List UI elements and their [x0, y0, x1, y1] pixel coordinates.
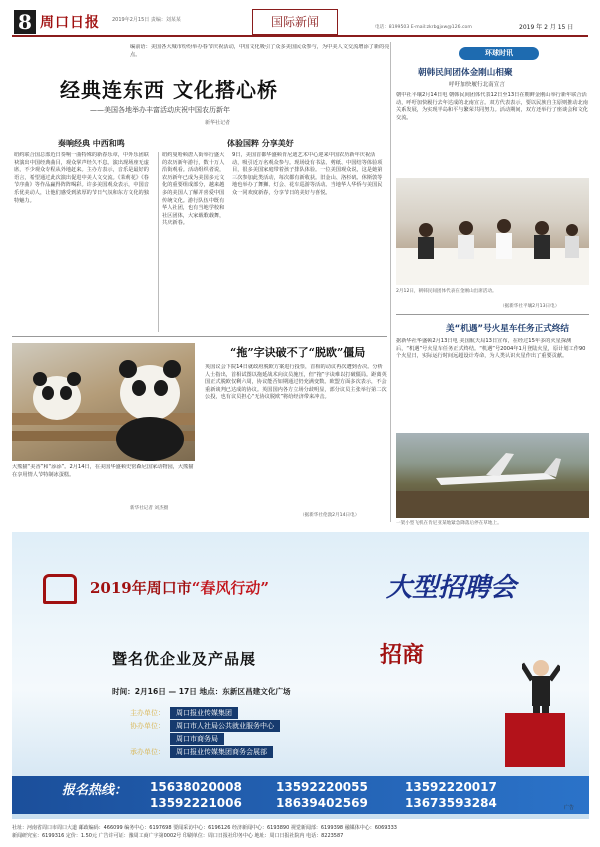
- ad-logo-icon: [43, 574, 77, 604]
- page-number: 8: [14, 10, 36, 34]
- global-news-badge: 环球时讯: [459, 47, 539, 60]
- panda-credit: 新华社记者 刘杰摄: [130, 506, 169, 511]
- ad-title-prefix: 2019年周口市: [90, 579, 192, 597]
- mid-subheading: 体验国粹 分享美好: [227, 139, 294, 148]
- organizer-row: 承办单位： 周口报业传媒集团商务会展部: [130, 746, 280, 758]
- feature-mid-text: 9日，美国首都华盛顿肯尼迪艺术中心迎来中国农历新年庆祝活动，吸引近万名观众参与。现场设有书法、剪纸、中国结等体验项目，很多美国家庭带着孩子排队体验。一位美国观众说，这是她第三次参加此类活动，每次都有新收获。旧金山、洛杉矶、休斯敦等地也举办了舞狮、灯会、花车巡游等活动。当地华人华侨与美国民众一同欢度新春，分享节日的美好与喜悦。: [232, 152, 383, 196]
- phone-number: 18639402569: [276, 796, 368, 810]
- ad-title-big: 大型招聘会: [386, 573, 517, 603]
- header-rule: [12, 35, 588, 37]
- ad-organizers: [130, 707, 280, 758]
- feature-lead: 编前语：美国各大城市纷纷举办春节庆祝活动，中国文化吸引了众多美国民众参与，为中美人文交流增添了新的亮点。: [130, 44, 390, 58]
- story1-photo-caption: 2月12日，朝韩民间团体代表在金刚山出席活动。: [396, 289, 497, 294]
- feature-byline: 新华社记者: [205, 120, 231, 126]
- ad-subtitle: 暨名优企业及产品展: [112, 650, 257, 668]
- story1-source: （据新华社平壤2月13日电）: [500, 304, 560, 309]
- section-rule: [12, 336, 387, 337]
- column-rule: [390, 42, 391, 522]
- story1-text: 朝中社平壤2月14日电 朝韩民间团体代表12日至13日在朝鲜金刚山举行新年联合活动，呼吁加快履行去年达成的北南宣言。双方代表表示，要以民族自主原则推动北南关系发展，为实现半岛和平与繁荣共同努力。活动期间，双方还举行了座谈会和文化交流。: [396, 92, 588, 121]
- column-rule: [158, 152, 159, 332]
- footer-line: 社址：河南省周口市周口大道 邮政编码：466099 编务中心：6197698 要闻采访中心：6196126 经济新闻中心：6193890 视觉新闻部：6199398 融媒体中心：6069333: [12, 825, 397, 831]
- organizer-row: 协办单位： 周口市人社局公共就业服务中心: [130, 720, 280, 732]
- ad-time-place: 时间：2月16日 — 17日 地点：东新区昌建文化广场: [112, 687, 291, 696]
- panda-caption: 大熊猫“美香”和“添添”。2月14日，在美国华盛顿史密森尼国家动物园，大熊猫在享用情人节特制冰蛋糕。: [12, 464, 194, 478]
- story2-title: 美“机遇”号火星车任务正式终结: [446, 324, 570, 334]
- section-rule: [396, 314, 589, 315]
- essay-text: 英国议会下院14日就政府脱欧方案进行投票，首相的动议再次遭到否决。分析人士指出，首相试图以拖延战术向议员施压，但“拖”字诀难以打破僵局。距离英国正式脱欧仅剩六周，协议能否如期通过仍充满变数。欧盟方面多次表示，不会重新谈判已达成的协议。英国国内各方立场分歧明显，部分议员主张举行第二次公投，也有议员担心“无协议脱欧”将给经济带来冲击。: [205, 364, 387, 401]
- phone-number: 13592221006: [150, 796, 242, 810]
- feature-left-text: 纽约联合国总部近日奏响一曲特殊的新春乐章，中外乐团联袂演出中国经典曲目，观众掌声经久不息。演出现场座无虚席，不少观众专程从外地赶来。主办方表示，音乐是最好的语言，希望通过此次演出促进中美人文交流。《茉莉花》《春节序曲》等作品赢得阵阵喝彩。许多美国观众表示，中国音乐优美动人，让他们感受到浓厚的节日气氛和东方文化的独特魅力。: [14, 152, 149, 204]
- feature-subtitle: ——美国各地举办丰富活动庆祝中国农历新年: [90, 106, 230, 114]
- footer-line: 新闻研究室：6199316 定价：1.50元 广告许可证：豫周工商广字第0002号 印刷单位：周口日报社印务中心 地址：周口日报社院内 电话：8223587: [12, 833, 344, 839]
- ad-label: 广告: [564, 805, 575, 811]
- left-subheading: 奏响经典 中西和鸣: [58, 139, 125, 148]
- panda-illustration: [12, 343, 195, 461]
- story2-photo-caption: 一架小型飞机在肯尼亚某地紧急降落后停在草地上。: [396, 521, 502, 526]
- ad-title: [90, 577, 269, 598]
- header-contact: 电话：8199503 E-mail:zkrbgjxw@126.com: [375, 25, 472, 30]
- phone-number: 15638020008: [150, 780, 242, 794]
- plane-photo: [396, 433, 589, 518]
- story2-text: 据新华社华盛顿2月13日电 美国航天局13日宣布，在经过15年多的火星探测后，“机遇”号火星车任务正式终结。“机遇”号2004年1月登陆火星，原计划工作90个火星日，实际运行时间远超设计寿命，为人类认识火星作出了重要贡献。: [396, 338, 586, 360]
- paper-logo: 周口日报: [40, 15, 100, 31]
- crowd-illustration: [396, 178, 589, 285]
- section-title: 国际新闻: [252, 9, 338, 35]
- footer: [12, 824, 589, 840]
- organizer-row: 主办单位： 周口报业传媒集团: [130, 707, 280, 719]
- businessman-icon: [522, 658, 560, 768]
- essay-title: “拖”字诀破不了“脱欧”僵局: [230, 346, 366, 359]
- feature-right-text: 纽约曼哈顿唐人街举行盛大的农历新年游行，数十万人沿街观看。活动组织者说，农历新年已成为美国多元文化的重要组成部分，越来越多的美国人了解并喜爱中国传统文化。游行队伍中既有华人社团，也有当地学校和社区团体，大家载歌载舞，共庆新春。: [162, 152, 225, 227]
- hotline-label: 报名热线：: [62, 783, 128, 798]
- feature-title: 经典连东西 文化搭心桥: [60, 78, 278, 102]
- wedding-photo: [396, 178, 589, 285]
- story1-subtitle: 呼吁加快履行北南宣言: [449, 82, 505, 88]
- issue-date: 2019 年 2 月 15 日: [519, 24, 574, 31]
- phone-number: 13592220017: [405, 780, 497, 794]
- plane-illustration: [396, 433, 589, 518]
- ad-zhaoshang: 招商: [380, 642, 425, 668]
- story1-title: 朝韩民间团体金刚山相聚: [418, 68, 513, 78]
- header-sub: 2019年2月15日 责编：刘某某: [112, 17, 181, 23]
- phone-number: 13673593284: [405, 796, 497, 810]
- ad-title-quote: “春风行动”: [191, 579, 270, 597]
- panda-photo: [12, 343, 195, 461]
- phone-number: 13592220055: [276, 780, 368, 794]
- organizer-row: 周口市商务局: [130, 733, 280, 745]
- essay-source: （据新华社伦敦2月14日电）: [300, 513, 360, 518]
